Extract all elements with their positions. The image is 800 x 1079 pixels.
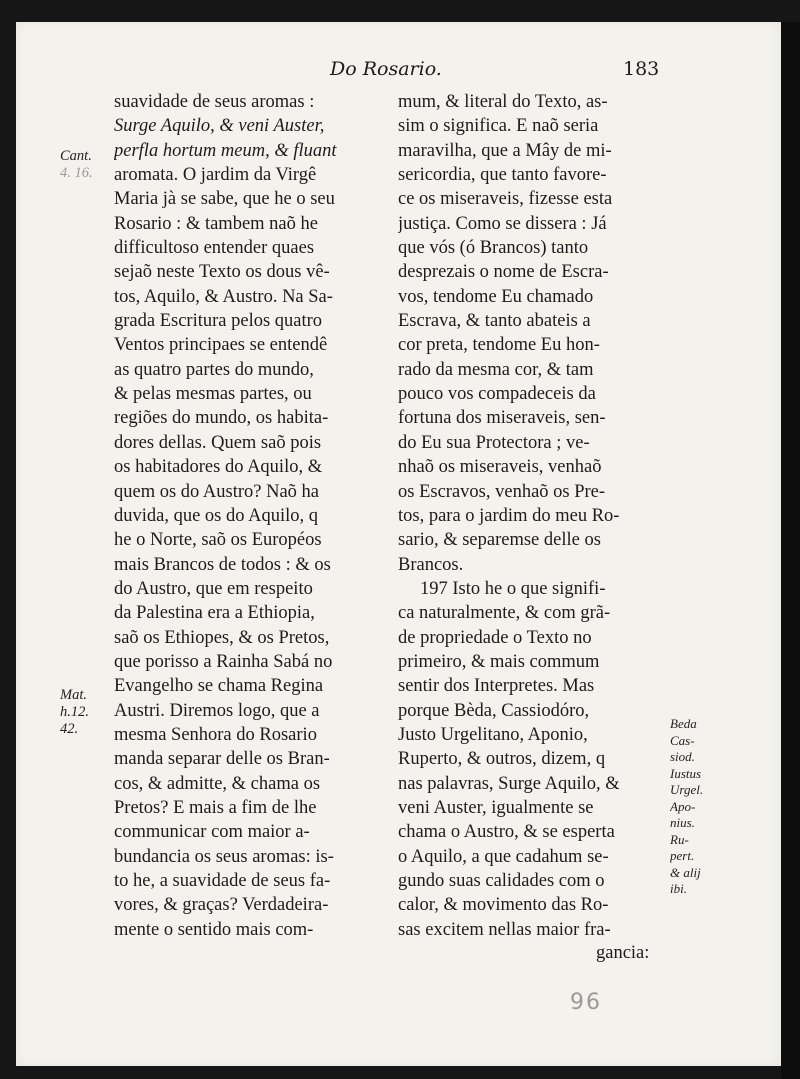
text-line: do Eu sua Protectora ; ve- bbox=[398, 432, 590, 453]
text-line: desprezais o nome de Escra- bbox=[398, 262, 609, 283]
text-line: chama o Austro, & se esperta bbox=[398, 822, 615, 843]
text-column-left bbox=[114, 90, 382, 942]
text-line: primeiro, & mais commum bbox=[398, 651, 600, 672]
page-number: 183 bbox=[623, 58, 660, 80]
margin-note-line: siod. bbox=[670, 749, 695, 764]
text-column-right bbox=[398, 90, 666, 942]
text-line: mum, & literal do Texto, as- bbox=[398, 92, 608, 112]
text-line: de propriedade o Texto no bbox=[398, 627, 592, 648]
text-line: as quatro partes do mundo, bbox=[114, 359, 314, 380]
text-line: nas palavras, Surge Aquilo, & bbox=[398, 773, 620, 794]
text-line: vores, & graças? Verdadeira- bbox=[114, 895, 329, 916]
text-line: 197 Isto he o que signifi- bbox=[420, 578, 606, 599]
text-line: sario, & separemse delle os bbox=[398, 530, 601, 551]
text-line: pouco vos compadeceis da bbox=[398, 384, 596, 405]
text-line: tos, para o jardim do meu Ro- bbox=[398, 505, 620, 526]
text-line: os habitadores do Aquilo, & bbox=[114, 457, 323, 478]
text-line: sim o significa. E naõ seria bbox=[398, 116, 599, 137]
text-line: duvida, que os do Aquilo, q bbox=[114, 505, 319, 526]
text-line: ca naturalmente, & com grã- bbox=[398, 603, 611, 624]
text-line: justiça. Como se dissera : Já bbox=[398, 213, 607, 234]
text-line: Evangelho se chama Regina bbox=[114, 676, 324, 697]
running-head: Do Rosario. bbox=[330, 58, 442, 80]
text-line: gundo suas calidades com o bbox=[398, 871, 605, 891]
text-line: Justo Urgelitano, Aponio, bbox=[398, 724, 588, 745]
margin-note-line: Iustus bbox=[670, 765, 702, 781]
text-line: quem os do Austro? Naõ ha bbox=[114, 481, 320, 502]
margin-note-line: Urgel. bbox=[670, 782, 704, 797]
text-line: Ventos principaes se entendê bbox=[114, 335, 328, 356]
text-line: aromata. O jardim da Virgê bbox=[114, 165, 317, 186]
margin-note-line: 42. bbox=[60, 721, 79, 737]
margin-note-beda bbox=[670, 716, 703, 898]
margin-note-line: nius. bbox=[670, 815, 695, 830]
text-line: sericordia, que tanto favore- bbox=[398, 165, 607, 186]
text-line: cor preta, tendome Eu hon- bbox=[398, 335, 600, 356]
text-line: to he, a suavidade de seus fa- bbox=[114, 871, 331, 891]
text-line: Ruperto, & outros, dizem, q bbox=[398, 749, 606, 770]
text-line: Brancos. bbox=[398, 554, 464, 575]
text-line: Maria jà se sabe, que he o seu bbox=[114, 189, 335, 210]
text-line: veni Auster, igualmente se bbox=[398, 797, 594, 818]
text-line: que vós (ó Brancos) tanto bbox=[398, 238, 589, 259]
text-line: he o Norte, saõ os Européos bbox=[114, 530, 322, 551]
catchword: gancia: bbox=[596, 943, 650, 963]
text-line: fortuna dos miseraveis, sen- bbox=[398, 408, 606, 429]
text-line: difficultoso entender quaes bbox=[114, 238, 315, 259]
text-line: mais Brancos de todos : & os bbox=[114, 554, 331, 575]
text-line: saõ os Ethiopes, & os Pretos, bbox=[114, 627, 330, 648]
text-line: communicar com maior a- bbox=[114, 822, 310, 843]
text-line: bundancia os seus aromas: is- bbox=[114, 846, 334, 867]
text-line: Pretos? E mais a fim de lhe bbox=[114, 797, 317, 818]
margin-note-line: & alij bbox=[670, 864, 701, 880]
text-line: sas excitem nellas maior fra- bbox=[398, 919, 611, 940]
text-line: maravilha, que a Mây de mi- bbox=[398, 140, 612, 161]
text-line: rado da mesma cor, & tam bbox=[398, 359, 594, 380]
text-line: regiões do mundo, os habita- bbox=[114, 408, 329, 429]
text-line: o Aquilo, a que cadahum se- bbox=[398, 846, 609, 867]
margin-note-line: Apo- bbox=[670, 798, 696, 814]
margin-note-line: h.12. bbox=[60, 704, 89, 720]
text-line: Rosario : & tambem naõ he bbox=[114, 213, 318, 234]
margin-note-mat bbox=[60, 687, 89, 738]
margin-note-line: Ru- bbox=[670, 831, 689, 847]
margin-note-line: pert. bbox=[670, 848, 695, 863]
text-line: mente o sentido mais com- bbox=[114, 919, 314, 940]
text-line: manda separar delle os Bran- bbox=[114, 749, 330, 770]
text-line: porque Bèda, Cassiodóro, bbox=[398, 700, 590, 721]
text-line: Escrava, & tanto abateis a bbox=[398, 311, 591, 332]
margin-note-line: Cas- bbox=[670, 732, 695, 748]
margin-note-line: Cant. bbox=[60, 148, 92, 164]
margin-note-line: Beda bbox=[670, 716, 697, 731]
text-line: nhaõ os miseraveis, venhaõ bbox=[398, 457, 602, 478]
text-line: da Palestina era a Ethiopia, bbox=[114, 603, 315, 624]
text-line: ce os miseraveis, fizesse esta bbox=[398, 189, 613, 210]
text-line: que porisso a Rainha Sabá no bbox=[114, 651, 333, 672]
text-line: & pelas mesmas partes, ou bbox=[114, 384, 312, 405]
text-line: sejaõ neste Texto os dous vê- bbox=[114, 262, 330, 283]
margin-note-line: ibi. bbox=[670, 881, 687, 896]
margin-note-line: 4. 16. bbox=[60, 165, 93, 181]
handwritten-folio-number: 96 bbox=[570, 990, 602, 1015]
text-line: do Austro, que em respeito bbox=[114, 578, 313, 599]
margin-note-line: Mat. bbox=[60, 687, 87, 703]
text-line: tos, Aquilo, & Austro. Na Sa- bbox=[114, 286, 333, 307]
text-line: perfla hortum meum, & fluant bbox=[114, 140, 337, 161]
text-line: sentir dos Interpretes. Mas bbox=[398, 676, 595, 697]
text-line: Surge Aquilo, & veni Auster, bbox=[114, 116, 325, 137]
text-line: dores dellas. Quem saõ pois bbox=[114, 432, 322, 453]
text-line: vos, tendome Eu chamado bbox=[398, 286, 594, 307]
text-line: mesma Senhora do Rosario bbox=[114, 724, 317, 745]
text-line: grada Escritura pelos quatro bbox=[114, 311, 323, 332]
text-line: Austri. Diremos logo, que a bbox=[114, 700, 320, 721]
text-line: os Escravos, venhaõ os Pre- bbox=[398, 481, 606, 502]
margin-note-cant bbox=[60, 148, 93, 182]
text-line: suavidade de seus aromas : bbox=[114, 92, 315, 112]
text-line: cos, & admitte, & chama os bbox=[114, 773, 321, 794]
scanner-border bbox=[781, 22, 800, 1079]
text-line: calor, & movimento das Ro- bbox=[398, 895, 609, 916]
